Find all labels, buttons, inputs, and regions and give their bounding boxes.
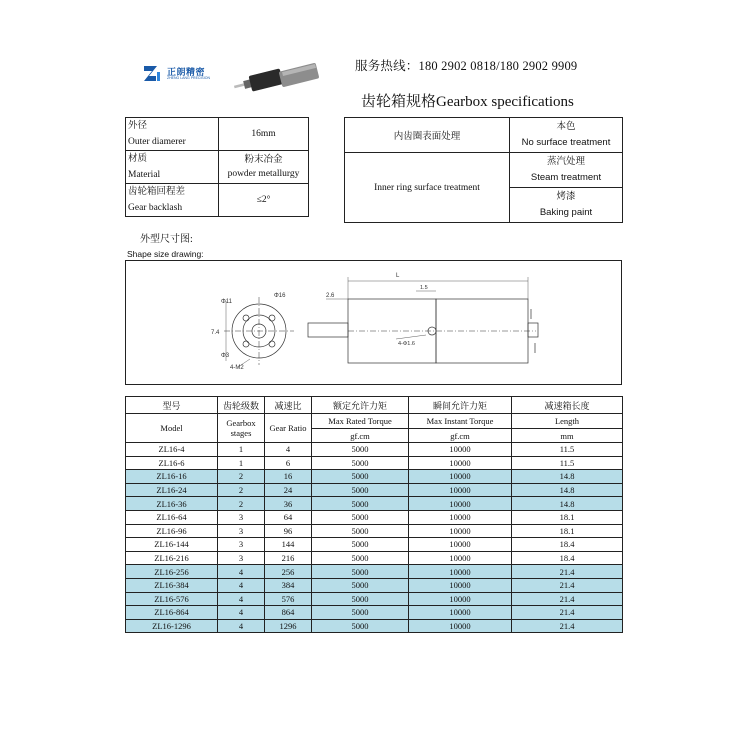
cell-length: 18.1 — [512, 524, 623, 538]
dim-length: L — [396, 273, 400, 279]
cell-rated: 5000 — [312, 456, 409, 470]
cell-length: 11.5 — [512, 443, 623, 457]
table-row — [126, 538, 623, 552]
spec-value-line1: ≤2° — [256, 195, 271, 205]
spec-label-en: Gear backlash — [128, 203, 183, 213]
cell-stages: 4 — [218, 565, 265, 579]
cell-model: ZL16-384 — [126, 578, 218, 592]
header-cell: Gearbox stages — [218, 414, 265, 443]
table-row — [126, 483, 623, 497]
table-header-en — [126, 414, 623, 429]
cell-length: 18.4 — [512, 538, 623, 552]
cell-instant: 10000 — [409, 510, 512, 524]
spec-label — [126, 184, 219, 217]
dim-shaft-length: 2.6 — [326, 293, 335, 299]
logo-subtitle: ZHENG LANG PRECISION — [167, 76, 210, 80]
surface-treatment-label-cn: 内齿圈表面处理 — [345, 118, 510, 153]
spec-row — [126, 151, 309, 184]
cell-ratio: 216 — [265, 551, 312, 565]
cell-instant: 10000 — [409, 497, 512, 511]
cell-rated: 5000 — [312, 538, 409, 552]
spec-label — [126, 118, 219, 151]
cell-ratio: 6 — [265, 456, 312, 470]
treatment-option-en: Steam treatment — [530, 172, 602, 183]
table-header-cn — [126, 397, 623, 414]
cell-instant: 10000 — [409, 524, 512, 538]
spec-value — [219, 118, 309, 151]
cell-rated: 5000 — [312, 565, 409, 579]
cell-ratio: 4 — [265, 443, 312, 457]
spec-row — [126, 118, 309, 151]
cell-model: ZL16-36 — [126, 497, 218, 511]
cell-rated: 5000 — [312, 470, 409, 484]
gear-ratio-table — [125, 396, 623, 633]
cell-model: ZL16-16 — [126, 470, 218, 484]
page-title: 齿轮箱规格Gearbox specifications — [361, 94, 574, 110]
cell-rated: 5000 — [312, 592, 409, 606]
cell-model: ZL16-216 — [126, 551, 218, 565]
logo-brand: 正朗精密 — [167, 67, 206, 77]
spec-value — [219, 151, 309, 184]
cell-ratio: 96 — [265, 524, 312, 538]
table-row — [126, 456, 623, 470]
cell-rated: 5000 — [312, 551, 409, 565]
cell-instant: 10000 — [409, 578, 512, 592]
header-cell: 齿轮级数 — [218, 397, 265, 414]
front-view — [224, 297, 294, 367]
dim-holes: 4-Φ1.6 — [398, 341, 415, 347]
header-cell: 型号 — [126, 397, 218, 414]
spec-label-en: Outer diamerer — [128, 137, 186, 147]
dim-shaft-diameter: Φ3 — [221, 353, 230, 359]
treatment-option-cn: 本色 — [556, 122, 576, 132]
table-row — [126, 524, 623, 538]
header-cell: Length — [512, 414, 623, 429]
cell-rated: 5000 — [312, 497, 409, 511]
company-logo — [143, 62, 233, 86]
cell-rated: 5000 — [312, 524, 409, 538]
cell-rated: 5000 — [312, 606, 409, 620]
dim-mount-thread: 4-M2 — [230, 365, 244, 371]
cell-model: ZL16-96 — [126, 524, 218, 538]
cell-length: 14.8 — [512, 483, 623, 497]
cell-length: 21.4 — [512, 578, 623, 592]
spec-label — [126, 151, 219, 184]
cell-instant: 10000 — [409, 551, 512, 565]
spec-table-right — [344, 117, 623, 223]
cell-stages: 4 — [218, 619, 265, 633]
cell-ratio: 64 — [265, 510, 312, 524]
cell-ratio: 864 — [265, 606, 312, 620]
cell-instant: 10000 — [409, 456, 512, 470]
cell-ratio: 16 — [265, 470, 312, 484]
treatment-option — [510, 118, 623, 153]
unit-cell: mm — [512, 429, 623, 443]
spec-row — [126, 184, 309, 217]
cell-model: ZL16-24 — [126, 483, 218, 497]
cell-rated: 5000 — [312, 619, 409, 633]
cell-length: 18.4 — [512, 551, 623, 565]
logo-mark-icon — [143, 64, 163, 84]
table-row — [126, 619, 623, 633]
unit-cell: gf.cm — [312, 429, 409, 443]
table-row — [126, 592, 623, 606]
surface-treatment-label-en: Inner ring surface treatment — [345, 153, 510, 223]
table-row — [126, 551, 623, 565]
cell-stages: 2 — [218, 470, 265, 484]
cell-stages: 4 — [218, 606, 265, 620]
cell-model: ZL16-64 — [126, 510, 218, 524]
spec-label-cn: 外径 — [128, 121, 148, 131]
cell-stages: 4 — [218, 592, 265, 606]
table-row — [126, 510, 623, 524]
cell-model: ZL16-256 — [126, 565, 218, 579]
treatment-option — [510, 188, 623, 223]
cell-model: ZL16-1296 — [126, 619, 218, 633]
cell-length: 21.4 — [512, 606, 623, 620]
cell-stages: 3 — [218, 510, 265, 524]
table-row — [126, 606, 623, 620]
cell-length: 21.4 — [512, 592, 623, 606]
cell-ratio: 256 — [265, 565, 312, 579]
table-row — [126, 470, 623, 484]
cell-ratio: 576 — [265, 592, 312, 606]
cell-instant: 10000 — [409, 483, 512, 497]
cell-ratio: 144 — [265, 538, 312, 552]
dim-outer-diameter: Φ16 — [274, 293, 286, 299]
table-body — [126, 443, 623, 633]
cell-stages: 3 — [218, 551, 265, 565]
cell-stages: 3 — [218, 538, 265, 552]
spec-value-line2: powder metallurgy — [227, 169, 300, 179]
cell-stages: 3 — [218, 524, 265, 538]
table-row — [126, 497, 623, 511]
table-row — [126, 443, 623, 457]
header-cell: Model — [126, 414, 218, 443]
treatment-option-cn: 烤漆 — [556, 192, 576, 202]
spec-label-cn: 齿轮箱回程差 — [128, 187, 186, 197]
treatment-option-en: No surface treatment — [521, 137, 611, 148]
dim-flat: 7.4 — [211, 330, 220, 336]
service-hotline: 服务热线：180 2902 0818/180 2902 9909 — [355, 59, 578, 73]
cell-model: ZL16-864 — [126, 606, 218, 620]
cell-length: 21.4 — [512, 565, 623, 579]
shape-size-drawing — [125, 260, 622, 385]
cell-instant: 10000 — [409, 443, 512, 457]
cell-instant: 10000 — [409, 619, 512, 633]
cell-model: ZL16-144 — [126, 538, 218, 552]
cell-model: ZL16-6 — [126, 456, 218, 470]
cell-instant: 10000 — [409, 606, 512, 620]
unit-cell: gf.cm — [409, 429, 512, 443]
cell-rated: 5000 — [312, 443, 409, 457]
cell-length: 21.4 — [512, 619, 623, 633]
cell-ratio: 24 — [265, 483, 312, 497]
table-row — [126, 565, 623, 579]
dim-bolt-circle: Φ11 — [221, 299, 233, 305]
cell-ratio: 384 — [265, 578, 312, 592]
cell-instant: 10000 — [409, 470, 512, 484]
cell-length: 18.1 — [512, 510, 623, 524]
cell-rated: 5000 — [312, 578, 409, 592]
shape-drawing-label-en: Shape size drawing: — [127, 249, 204, 259]
header-cell: 减速箱长度 — [512, 397, 623, 414]
cell-stages: 4 — [218, 578, 265, 592]
cell-stages: 2 — [218, 497, 265, 511]
cell-ratio: 1296 — [265, 619, 312, 633]
cell-stages: 1 — [218, 456, 265, 470]
header-cell: Max Rated Torque — [312, 414, 409, 429]
cell-model: ZL16-4 — [126, 443, 218, 457]
cell-ratio: 36 — [265, 497, 312, 511]
spec-label-cn: 材质 — [128, 154, 148, 164]
cell-instant: 10000 — [409, 592, 512, 606]
cell-length: 14.8 — [512, 497, 623, 511]
header-cell: 瞬间允许力矩 — [409, 397, 512, 414]
cell-instant: 10000 — [409, 565, 512, 579]
spec-label-en: Material — [128, 170, 161, 180]
table-row — [126, 578, 623, 592]
cell-rated: 5000 — [312, 483, 409, 497]
cell-stages: 2 — [218, 483, 265, 497]
treatment-option-en: Baking paint — [539, 207, 593, 218]
technical-drawing — [126, 261, 621, 384]
cell-length: 11.5 — [512, 456, 623, 470]
spec-value-line1: 粉末冶金 — [244, 155, 283, 165]
spec-value-line1: 16mm — [251, 129, 276, 139]
spec-value — [219, 184, 309, 217]
treatment-option — [510, 153, 623, 188]
cell-stages: 1 — [218, 443, 265, 457]
header-cell: Gear Ratio — [265, 414, 312, 443]
shape-drawing-label-cn: 外型尺寸图: — [140, 234, 193, 245]
dim-step: 1.5 — [420, 285, 428, 291]
cell-rated: 5000 — [312, 510, 409, 524]
cell-model: ZL16-576 — [126, 592, 218, 606]
treatment-option-cn: 蒸汽处理 — [546, 157, 585, 167]
cell-length: 14.8 — [512, 470, 623, 484]
cell-instant: 10000 — [409, 538, 512, 552]
header-cell: Max Instant Torque — [409, 414, 512, 429]
gearmotor-photo — [232, 58, 324, 98]
spec-table-left — [125, 117, 309, 217]
header-cell: 额定允许力矩 — [312, 397, 409, 414]
header-cell: 减速比 — [265, 397, 312, 414]
